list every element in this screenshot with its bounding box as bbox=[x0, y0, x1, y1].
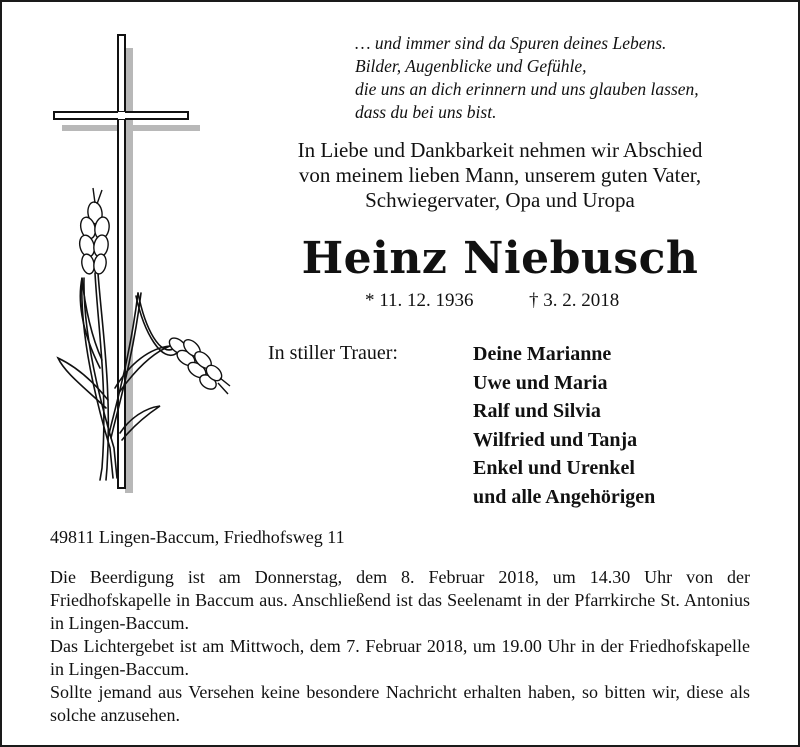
poem bbox=[355, 32, 775, 124]
mourner-name: Deine Marianne bbox=[473, 343, 612, 365]
mourners-list bbox=[473, 340, 655, 512]
funeral-details bbox=[50, 566, 750, 727]
prayer-info: Das Lichtergebet ist am Mittwoch, dem 7. Februar 2018, um 19.00 Uhr in der Friedhofskapelle in Lingen-Baccum. bbox=[50, 636, 750, 679]
poem-line: Bilder, Augenblicke und Gefühle, bbox=[355, 56, 587, 76]
mourner-name: Enkel und Urenkel bbox=[473, 457, 635, 480]
mourner-name: Uwe und Maria bbox=[473, 371, 608, 394]
intro-line: In Liebe und Dankbarkeit nehmen wir Abschied bbox=[297, 138, 703, 162]
family-address: 49811 Lingen-Baccum, Friedhofsweg 11 bbox=[50, 527, 345, 547]
intro-line: von meinem lieben Mann, unserem guten Vater, bbox=[298, 163, 702, 187]
intro-line: Schwiegervater, Opa und Uropa bbox=[365, 188, 635, 212]
mourning-label: In stiller Trauer: bbox=[268, 342, 398, 364]
poem-line: … und immer sind da Spuren deines Lebens. bbox=[355, 33, 667, 53]
deceased-name: Heinz Niebusch bbox=[301, 233, 699, 284]
mourner-name: Ralf und Silvia bbox=[473, 400, 601, 423]
poem-line: die uns an dich erinnern und uns glauben lassen, bbox=[355, 79, 699, 99]
notice-info: Sollte jemand aus Versehen keine besondere Nachricht erhalten haben, so bitten wir, diese als solche anzusehen. bbox=[50, 682, 750, 725]
cross-with-wheat-icon bbox=[40, 28, 240, 498]
mourner-name: Wilfried und Tanja bbox=[473, 428, 638, 451]
mourner-name: und alle Angehörigen bbox=[473, 485, 656, 508]
death-date: † 3. 2. 2018 bbox=[529, 290, 620, 311]
poem-line: dass du bei uns bist. bbox=[355, 102, 497, 122]
birth-date: * 11. 12. 1936 bbox=[365, 290, 474, 311]
funeral-info: Die Beerdigung ist am Donnerstag, dem 8. Februar 2018, um 14.30 Uhr von der Friedhofskapelle in Baccum aus. Anschließend ist das Seelenamt in der Pfarrkirche St. Antonius in Lingen-Baccum. bbox=[50, 567, 750, 633]
intro-text bbox=[230, 138, 770, 213]
